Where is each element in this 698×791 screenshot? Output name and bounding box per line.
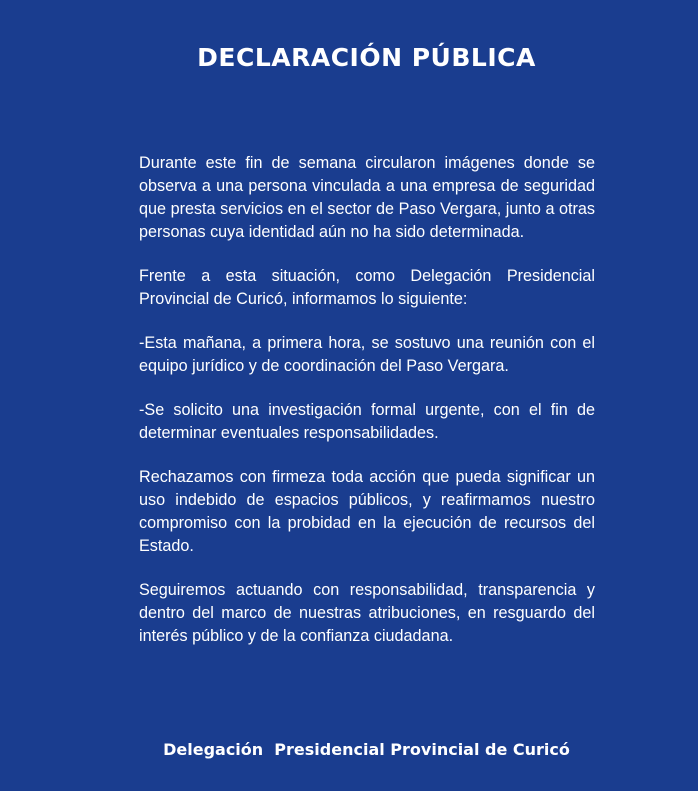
paragraph-meeting: -Esta mañana, a primera hora, se sostuvo una reunión con el equipo jurídico y de coordinación del Paso Vergara. <box>139 334 595 375</box>
paragraph-position: Frente a esta situación, como Delegación Presidencial Provincial de Curicó, informamos lo siguiente: <box>139 267 595 308</box>
paragraph-intro: Durante este fin de semana circularon imágenes donde se observa a una persona vinculada a una empresa de seguridad que presta servicios en el sector de Paso Vergara, junto a otras personas cuya identidad aún no ha sido determinada. <box>139 154 595 241</box>
page-title: DECLARACIÓN PÚBLICA <box>197 43 536 72</box>
paragraph-rejection: Rechazamos con firmeza toda acción que pueda significar un uso indebido de espacios públicos, y reafirmamos nuestro compromiso con la probidad en la ejecución de recursos del Estado. <box>139 468 595 555</box>
paragraph-commitment: Seguiremos actuando con responsabilidad, transparencia y dentro del marco de nuestras atribuciones, en resguardo del interés público y de la confianza ciudadana. <box>139 581 595 645</box>
statement-body <box>139 152 595 669</box>
signature-footer: Delegación Presidencial Provincial de Curicó <box>163 740 570 759</box>
paragraph-investigation: -Se solicito una investigación formal urgente, con el fin de determinar eventuales responsabilidades. <box>139 401 595 442</box>
